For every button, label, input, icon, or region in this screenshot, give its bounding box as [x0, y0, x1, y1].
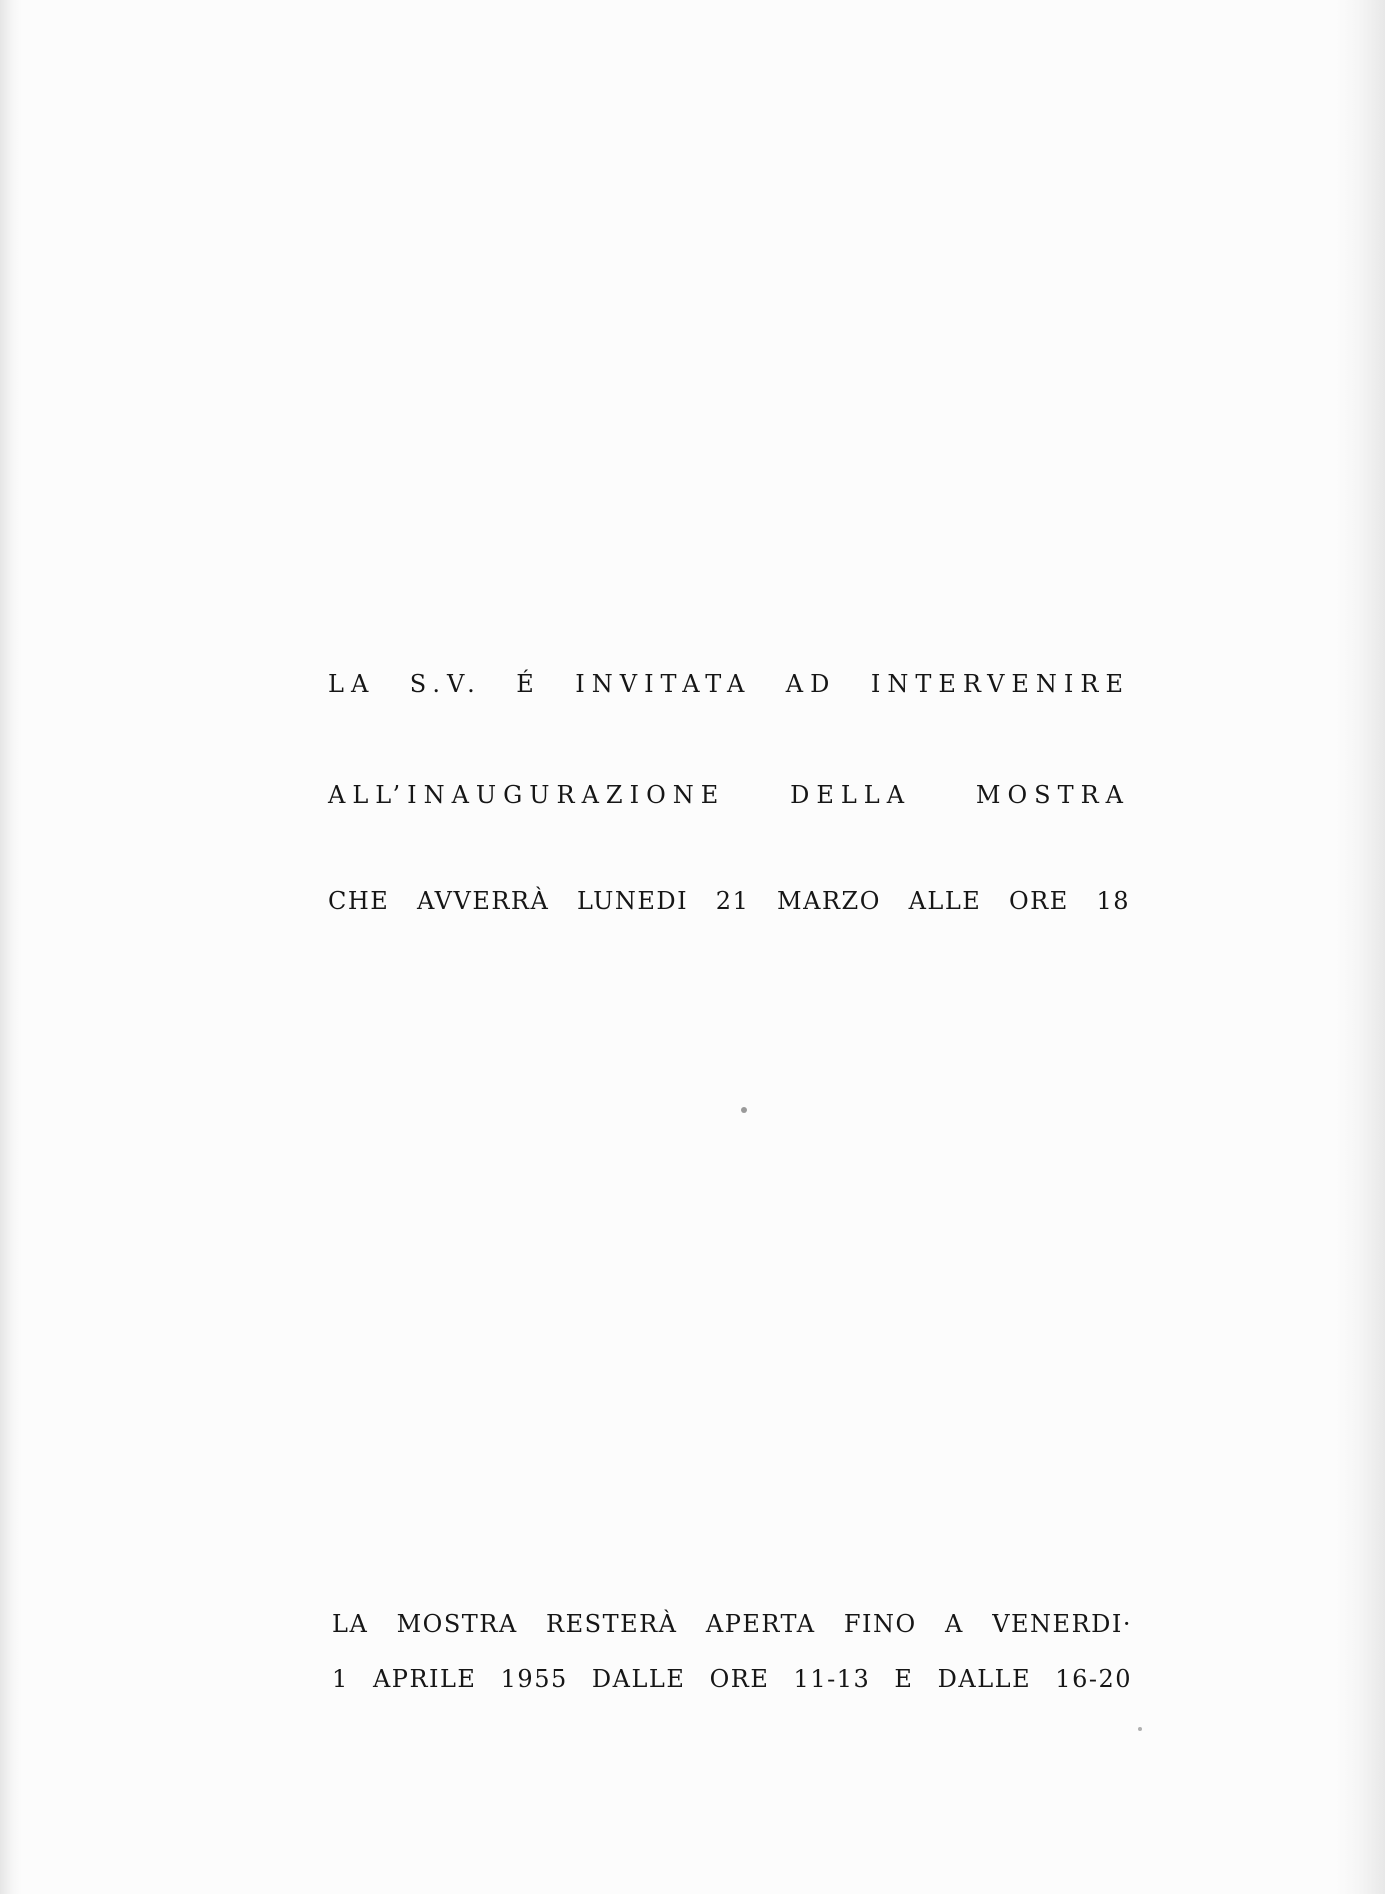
- ink-speck: [741, 1107, 747, 1113]
- opening-hours-line-2: 1 APRILE 1955 DALLE ORE 11-13 E DALLE 16-20: [332, 1665, 1132, 1693]
- invitation-line-1: LA S.V. É INVITATA AD INTERVENIRE: [328, 670, 1130, 698]
- paper-edge-right: [1335, 0, 1385, 1894]
- ink-speck: [1138, 1727, 1142, 1731]
- paper-edge-left: [0, 0, 22, 1894]
- invitation-line-3: CHE AVVERRÀ LUNEDI 21 MARZO ALLE ORE 18: [328, 887, 1130, 915]
- invitation-line-2: ALL’INAUGURAZIONE DELLA MOSTRA: [328, 781, 1130, 809]
- opening-hours-line-1: LA MOSTRA RESTERÀ APERTA FINO A VENERDI·: [332, 1610, 1132, 1638]
